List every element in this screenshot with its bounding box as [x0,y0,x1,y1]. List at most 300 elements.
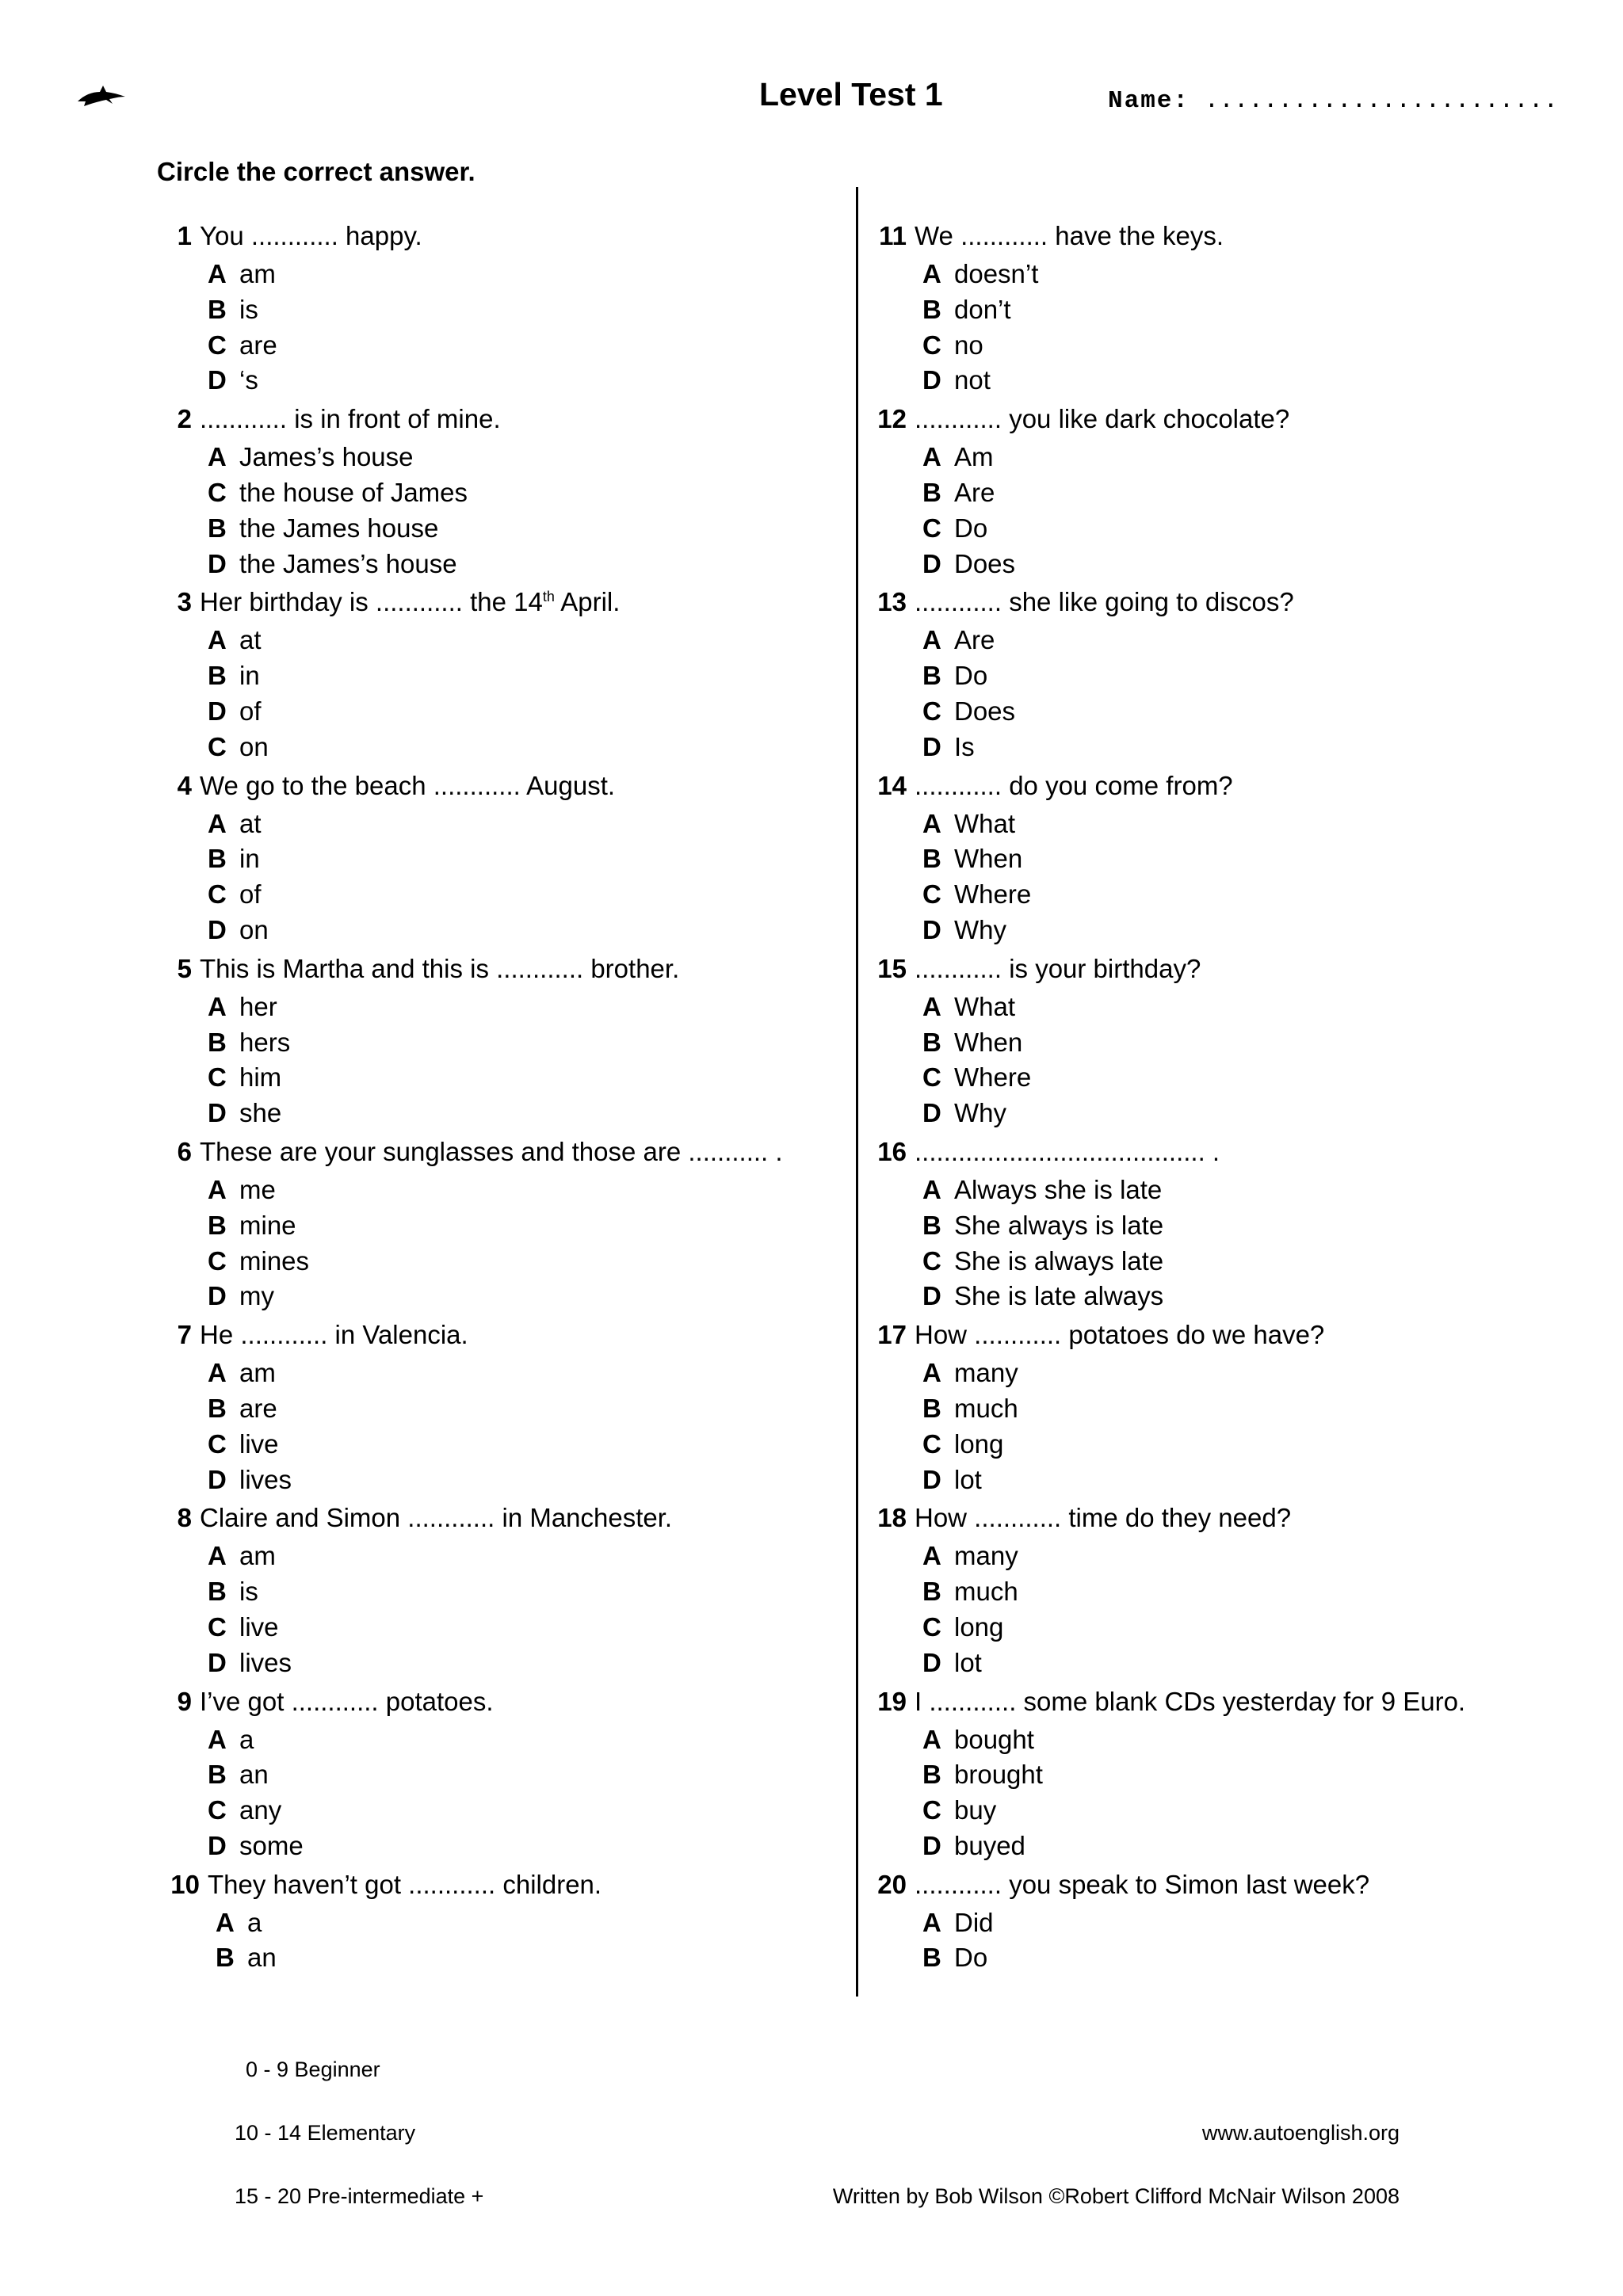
option-text: am [239,1541,276,1571]
option-text: am [239,1358,276,1388]
answer-option-a[interactable] [922,990,1585,1025]
option-text: ‘s [239,365,258,395]
option-text: no [954,330,983,360]
question-text-main: ........................................ . [915,1136,1220,1166]
answer-option-d[interactable] [208,694,838,730]
question-11 [872,215,1585,399]
question-17 [872,1314,1585,1497]
option-letter: A [208,1541,227,1571]
answer-option-a[interactable] [922,1905,1585,1941]
answer-option-a[interactable] [922,257,1585,292]
question-number: 5 [177,953,192,983]
answer-option-d[interactable] [208,913,838,948]
option-letter: B [922,294,941,324]
option-letter: B [216,1943,235,1973]
answer-option-a[interactable] [208,1539,838,1574]
name-label: Name: [1108,87,1190,115]
option-text: long [954,1428,1004,1459]
answer-option-c[interactable] [208,1244,838,1280]
option-text: is [239,294,258,324]
answer-option-a[interactable] [208,440,838,475]
question-text [200,215,422,257]
question-text [915,582,1294,623]
question-number: 8 [177,1503,192,1533]
option-letter: D [922,1464,941,1494]
question-12 [872,399,1585,582]
option-letter: A [922,1724,941,1754]
question-text-main: ............ is your birthday? [915,953,1201,983]
answer-options [872,1356,1585,1497]
option-letter: A [208,808,227,838]
option-letter: B [922,1027,941,1057]
option-text: Why [954,1098,1006,1128]
ordinal-suffix: th [542,589,555,605]
question-text [915,1131,1220,1173]
question-14 [872,765,1585,948]
question-stem [157,1131,838,1173]
question-stem [157,765,838,807]
question-text-main: How ............ time do they need? [915,1503,1292,1533]
option-letter: B [922,661,941,691]
option-letter: C [922,696,941,726]
question-number: 7 [177,1320,192,1350]
answer-option-c[interactable] [922,328,1585,364]
answer-options [872,623,1585,765]
question-text [915,765,1233,807]
answer-option-c[interactable] [208,730,838,765]
option-text: James’s house [239,442,414,472]
option-text: my [239,1281,274,1311]
option-letter: A [208,1358,227,1388]
option-text: Do [954,1943,988,1973]
option-text: the house of James [239,477,468,507]
answer-option-c[interactable] [208,475,838,511]
option-letter: C [922,513,941,543]
answer-option-c[interactable] [922,1244,1585,1280]
answer-option-c[interactable] [922,511,1585,547]
author-credit: Written by Bob Wilson ©Robert Clifford McNair Wilson 2008 [832,2184,1400,2208]
option-letter: A [922,442,941,472]
question-1 [157,215,838,399]
option-text: of [239,696,262,726]
question-number: 17 [877,1320,907,1350]
answer-option-b[interactable] [922,475,1585,511]
option-text: Do [954,513,988,543]
option-letter: B [208,844,227,874]
question-13 [872,582,1585,765]
question-stem [872,1497,1585,1539]
option-text: hers [239,1027,291,1057]
question-3 [157,582,838,765]
question-text-main: ............ you speak to Simon last week? [915,1869,1370,1899]
score-range: 15 - 20 [235,2184,302,2208]
option-text: in [239,661,260,691]
question-number: 2 [177,404,192,434]
answer-option-c[interactable] [208,1427,838,1463]
option-letter: D [208,1281,227,1311]
question-stem [157,215,838,257]
option-text: many [954,1358,1018,1388]
answer-option-b[interactable] [208,511,838,547]
option-letter: D [922,1098,941,1128]
option-text: on [239,731,269,761]
option-text: him [239,1062,282,1093]
option-text: Always she is late [954,1174,1163,1204]
answer-option-b[interactable] [922,1757,1585,1793]
question-text-main: They haven’t got ............ children. [208,1869,602,1899]
option-text: an [247,1943,277,1973]
score-band-elementary [235,2121,415,2145]
option-letter: C [208,1611,227,1642]
answer-option-d[interactable] [208,1279,838,1314]
question-text-tail: April. [554,587,621,617]
question-number: 18 [877,1503,907,1533]
option-text: am [239,259,276,288]
answer-option-a[interactable] [208,1356,838,1391]
answer-option-b[interactable] [922,292,1585,328]
answer-option-d[interactable] [208,363,838,399]
option-text: her [239,991,277,1021]
option-text: an [239,1760,269,1790]
question-text [915,399,1289,440]
option-text: She is late always [954,1281,1164,1311]
question-stem [872,582,1585,623]
instruction: Circle the correct answer. [157,157,475,186]
answer-options [872,1905,1585,1977]
answer-options [872,807,1585,948]
option-text: Where [954,879,1032,910]
website-link[interactable]: www.autoenglish.org [1201,2121,1400,2145]
answer-options [157,1539,838,1680]
question-stem [872,948,1585,990]
name-dots: ........................ [1204,87,1559,115]
answer-option-c[interactable] [208,1060,838,1096]
option-letter: C [208,1062,227,1093]
option-letter: B [922,1577,941,1607]
answer-option-d[interactable] [922,1279,1585,1314]
question-number: 11 [879,221,907,250]
option-letter: A [922,808,941,838]
answer-option-b[interactable] [208,1574,838,1610]
question-number: 6 [177,1136,192,1166]
option-letter: C [922,1611,941,1642]
option-letter: B [208,294,227,324]
answer-option-d[interactable] [208,1096,838,1131]
answer-options [157,807,838,948]
answer-option-b[interactable] [922,658,1585,694]
question-text [200,1314,468,1356]
answer-options [157,1173,838,1314]
answer-option-b[interactable] [208,1391,838,1427]
question-text-main: You ............ happy. [200,221,422,250]
option-text: What [954,991,1016,1021]
option-letter: A [208,1724,227,1754]
option-text: don’t [954,294,1011,324]
option-text: buyed [954,1830,1025,1860]
answer-option-c[interactable] [208,1793,838,1829]
option-text: buy [954,1795,997,1825]
score-range: 0 - 9 [246,2058,289,2081]
question-text [915,1314,1324,1356]
answer-option-a[interactable] [208,1722,838,1758]
answer-option-c[interactable] [922,1610,1585,1646]
answer-option-d[interactable] [922,1829,1585,1864]
answer-options [872,440,1585,582]
question-number: 14 [877,770,907,800]
answer-option-b[interactable] [922,1391,1585,1427]
answer-option-a[interactable] [922,1173,1585,1208]
question-stem [872,1131,1585,1173]
answer-options [157,990,838,1131]
answer-option-a[interactable] [208,623,838,658]
option-letter: A [922,1358,941,1388]
option-letter: C [208,879,227,910]
answer-option-c[interactable] [208,877,838,913]
answer-option-a[interactable] [922,1356,1585,1391]
option-letter: C [922,879,941,910]
option-text: lives [239,1647,292,1677]
question-text [200,1497,672,1539]
option-letter: B [922,1210,941,1240]
question-number: 4 [177,770,192,800]
option-text: a [239,1724,254,1754]
option-text: the James house [239,513,439,543]
answer-option-a[interactable] [922,1539,1585,1574]
answer-option-c[interactable] [922,1427,1585,1463]
score-band-beginner [246,2058,380,2082]
option-text: at [239,808,262,838]
option-text: much [954,1393,1018,1423]
option-letter: B [922,1393,941,1423]
question-text [200,582,620,623]
option-letter: D [922,1281,941,1311]
answer-option-b[interactable] [208,1025,838,1061]
answer-option-b[interactable] [208,658,838,694]
answer-option-a[interactable] [922,807,1585,842]
question-7 [157,1314,838,1497]
option-letter: A [216,1907,235,1937]
question-text-main: This is Martha and this is ............ brother. [200,953,680,983]
option-letter: A [922,1907,941,1937]
option-text: Does [954,696,1016,726]
answer-option-a[interactable] [922,623,1585,658]
answer-option-b[interactable] [216,1940,838,1976]
answer-option-b[interactable] [922,1940,1585,1976]
question-stem [157,1864,838,1905]
question-4 [157,765,838,948]
option-letter: D [922,731,941,761]
answer-option-a[interactable] [216,1905,838,1941]
question-stem [872,765,1585,807]
question-stem [872,1314,1585,1356]
option-letter: A [922,259,941,288]
question-5 [157,948,838,1131]
option-text: mine [239,1210,296,1240]
option-letter: A [922,1174,941,1204]
option-text: mines [239,1245,310,1276]
option-letter: D [208,1098,227,1128]
option-text: Does [954,548,1016,578]
option-text: What [954,808,1016,838]
question-text [208,1864,601,1905]
question-number: 10 [170,1869,200,1899]
option-letter: C [208,1245,227,1276]
question-stem [157,399,838,440]
option-letter: D [922,365,941,395]
question-6 [157,1131,838,1314]
option-text: live [239,1428,279,1459]
score-level: Beginner [294,2058,380,2081]
answer-option-c[interactable] [208,1610,838,1646]
option-text: on [239,914,269,944]
question-text-main: ............ is in front of mine. [200,404,501,434]
answer-option-d[interactable] [922,363,1585,399]
question-stem [872,1681,1585,1722]
option-text: lives [239,1464,292,1494]
answer-option-b[interactable] [208,1208,838,1244]
questions-left-column [157,215,838,1976]
option-letter: D [922,1830,941,1860]
question-text-main: He ............ in Valencia. [200,1320,468,1350]
column-divider [856,187,858,1997]
option-letter: B [208,661,227,691]
score-range: 10 - 14 [235,2121,302,2145]
question-text-main: We go to the beach ............ August. [200,770,616,800]
option-letter: C [208,1428,227,1459]
answer-option-d[interactable] [208,1463,838,1498]
question-number: 9 [177,1686,192,1716]
question-20 [872,1864,1585,1977]
option-letter: D [208,1464,227,1494]
question-number: 3 [177,587,192,617]
answer-option-d[interactable] [208,547,838,582]
option-letter: C [922,330,941,360]
answer-option-b[interactable] [922,1025,1585,1061]
answer-option-d[interactable] [922,1096,1585,1131]
answer-option-b[interactable] [922,1574,1585,1610]
option-text: in [239,844,260,874]
answer-option-d[interactable] [922,547,1585,582]
option-letter: B [208,1577,227,1607]
option-letter: B [922,1760,941,1790]
option-text: is [239,1577,258,1607]
option-letter: B [208,1760,227,1790]
answer-option-a[interactable] [922,440,1585,475]
option-text: many [954,1541,1018,1571]
option-letter: C [922,1795,941,1825]
option-letter: B [208,1393,227,1423]
answer-option-d[interactable] [208,1646,838,1681]
answer-option-c[interactable] [922,694,1585,730]
question-text-main: ............ you like dark chocolate? [915,404,1290,434]
question-stem [157,1314,838,1356]
option-text: are [239,330,277,360]
answer-option-a[interactable] [208,1173,838,1208]
option-letter: A [208,991,227,1021]
option-letter: A [208,259,227,288]
question-text [915,1497,1291,1539]
option-letter: B [208,513,227,543]
option-text: Do [954,661,988,691]
answer-option-c[interactable] [922,877,1585,913]
option-text: some [239,1830,304,1860]
option-text: Am [954,442,994,472]
option-text: of [239,879,262,910]
answer-option-d[interactable] [922,1646,1585,1681]
answer-options [872,1722,1585,1864]
question-text-main: Claire and Simon ............ in Manchester. [200,1503,673,1533]
option-text: she [239,1098,282,1128]
option-text: Are [954,625,995,655]
question-16 [872,1131,1585,1314]
option-text: at [239,625,262,655]
option-text: lot [954,1647,982,1677]
option-text: She is always late [954,1245,1164,1276]
option-letter: A [922,991,941,1021]
option-letter: B [208,1027,227,1057]
option-text: She always is late [954,1210,1164,1240]
option-letter: B [922,477,941,507]
question-19 [872,1681,1585,1864]
score-band-pre-intermediate [235,2184,483,2209]
answer-option-d[interactable] [922,1463,1585,1498]
answer-option-d[interactable] [922,730,1585,765]
option-text: When [954,844,1023,874]
option-text: Where [954,1062,1032,1093]
option-letter: D [922,914,941,944]
question-stem [872,215,1585,257]
question-text [915,215,1224,257]
question-10 [157,1864,838,1977]
answer-options [872,257,1585,399]
option-text: long [954,1611,1004,1642]
answer-option-b[interactable] [208,1757,838,1793]
answer-option-d[interactable] [208,1829,838,1864]
answer-options [157,623,838,765]
question-stem [157,948,838,990]
name-field[interactable] [1108,87,1558,115]
answer-option-b[interactable] [922,1208,1585,1244]
question-text-main: ............ do you come from? [915,770,1233,800]
answer-option-a[interactable] [208,807,838,842]
question-2 [157,399,838,582]
answer-option-c[interactable] [922,1060,1585,1096]
question-9 [157,1681,838,1864]
answer-option-a[interactable] [208,257,838,292]
question-text [200,399,501,440]
option-text: Did [954,1907,994,1937]
answer-options [157,440,838,582]
question-number: 15 [877,953,907,983]
question-text [915,1864,1369,1905]
answer-option-c[interactable] [922,1793,1585,1829]
question-stem [157,1497,838,1539]
option-letter: A [208,1174,227,1204]
answer-option-a[interactable] [208,990,838,1025]
answer-option-b[interactable] [208,841,838,877]
question-number: 20 [877,1869,907,1899]
answer-option-c[interactable] [208,328,838,364]
answer-option-d[interactable] [922,913,1585,948]
option-text: are [239,1393,277,1423]
question-text [200,765,615,807]
answer-option-b[interactable] [922,841,1585,877]
answer-option-b[interactable] [208,292,838,328]
option-letter: B [922,1943,941,1973]
answer-option-a[interactable] [922,1722,1585,1758]
option-text: doesn’t [954,259,1039,288]
question-text-main: Her birthday is ............ the 14 [200,587,543,617]
